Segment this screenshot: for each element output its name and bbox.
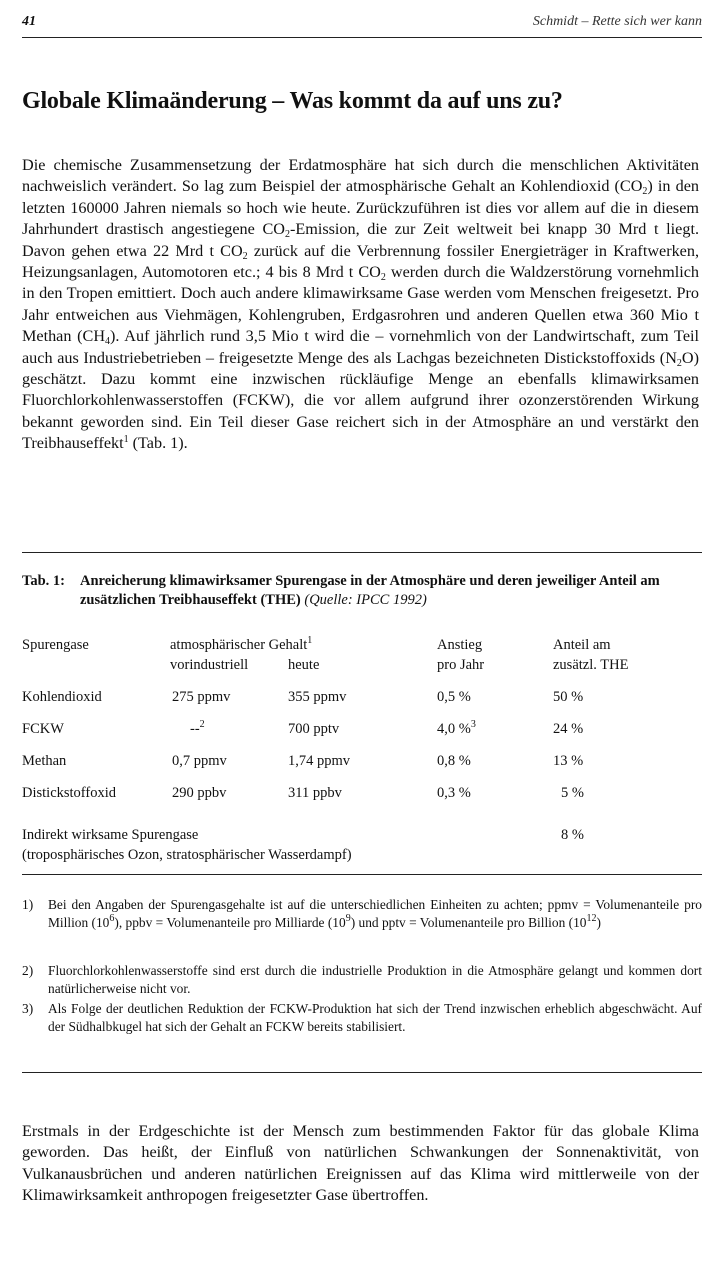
- table-number: Tab. 1:: [22, 573, 65, 589]
- table-cell-today: 1,74 ppmv: [288, 753, 351, 769]
- header-rule: [22, 37, 702, 38]
- exponent: 6: [109, 912, 115, 924]
- value: 0,8 %: [437, 753, 471, 769]
- footnote-text: [48, 896, 702, 931]
- table-cell-rise: [437, 752, 471, 770]
- table-cell-gas: FCKW: [22, 721, 64, 737]
- intro-text: (Tab. 1).: [128, 434, 188, 453]
- col-header-rise-top: Anstieg: [437, 637, 483, 653]
- col-header-gases: Spurengase: [22, 637, 89, 653]
- value: 290 ppbv: [172, 785, 227, 801]
- table-top-rule: [22, 552, 702, 553]
- footnote-text: Fluorchlorkohlenwasserstoffe sind erst durch die industrielle Produktion in die Atmosphäre gelangt und kommen dort natürlicherweise nicht vor.: [48, 963, 702, 996]
- subscript: 2: [242, 250, 248, 262]
- indirect-gases-sublabel: (troposphärisches Ozon, stratosphärischer Wasserdampf): [22, 847, 352, 863]
- subscript: 2: [284, 229, 290, 241]
- footnote-number: 1): [22, 897, 34, 912]
- footnote-part: ), ppbv = Volumenanteile pro Milliarde (10: [114, 914, 346, 930]
- footnote-marker: 2: [199, 719, 205, 730]
- page-number: 41: [22, 14, 36, 29]
- table-cell-preindustrial: [172, 688, 230, 706]
- indirect-gases-share: 8 %: [561, 827, 584, 843]
- table-cell-today: 355 ppmv: [288, 689, 347, 705]
- intro-text: O) geschätzt. Dazu kommt eine inzwischen rückläufige Menge an ebenfalls klimawirksamen Fluorchlorkohlenwasserstoffen (FCKW), die vor allem aufgrund ihrer ozonzerstörenden Wirkung bekannt geworden sind. Ein Teil dieser Gase reichert sich in der Atmosphäre an und verstärkt den Treibhauseffekt: [22, 348, 699, 453]
- col-header-rise-bottom: pro Jahr: [437, 657, 485, 673]
- value: 0,5 %: [437, 689, 471, 705]
- col-header-content-label: atmosphärischer Gehalt: [170, 637, 308, 653]
- subscript: 4: [105, 336, 111, 348]
- value: 275 ppmv: [172, 689, 231, 705]
- table-cell-rise: [437, 688, 471, 706]
- subscript: 2: [642, 186, 648, 198]
- footnote-marker: 3: [470, 719, 476, 730]
- table-cell-share: 13 %: [553, 753, 584, 769]
- table-cell-share: 50 %: [553, 689, 584, 705]
- table-cell-rise: [437, 720, 476, 738]
- closing-paragraph: Erstmals in der Erdgeschichte ist der Mensch zum bestimmenden Faktor für das globale Klima geworden. Das heißt, der Einfluß von natürlichen Schwankungen der Sonnenaktivität, von Vulkanausbrüchen und anderen natürlichen Ereignissen auf das Klima wird mittlerweile von der Klimawirksamkeit anthropogen freigesetzter Gase übertroffen.: [22, 1122, 699, 1205]
- col-header-share-top: Anteil am: [553, 637, 611, 653]
- indirect-gases-label: Indirekt wirksame Spurengase: [22, 827, 199, 843]
- table-cell-today: 311 ppbv: [288, 785, 342, 801]
- footnote-part: ) und pptv = Volumenanteile pro Billion (10: [350, 914, 587, 930]
- footnote-part: Bei den Angaben der Spurengasgehalte ist auf die unterschiedlichen Einheiten zu achten; ppmv = Volumenanteile pro Million (10: [48, 897, 702, 930]
- table-cell-share: 24 %: [553, 721, 584, 737]
- table-caption-text: [80, 572, 700, 610]
- running-title: Schmidt – Rette sich wer kann: [532, 14, 702, 29]
- table-cell-today: 700 pptv: [288, 721, 340, 737]
- footnotes-bottom-rule: [22, 1072, 702, 1073]
- table-cell-gas: Kohlendioxid: [22, 689, 102, 705]
- footnote-text: Als Folge der deutlichen Reduktion der FCKW-Produktion hat sich der Trend inzwischen erheblich abgeschwächt. Auf der Südhalbkugel hat sich der Gehalt an FCKW bereits stabilisiert.: [48, 1001, 702, 1034]
- table-cell-preindustrial: [190, 720, 205, 738]
- value: 0,3 %: [437, 785, 471, 801]
- intro-text: ) in den letzten 160000 Jahren niemals so hoch wie heute. Zurückzuführen ist dies vor allem auf die in diesem Jahrhundert drastisch angestiegene CO: [22, 177, 699, 239]
- exponent: 9: [345, 912, 351, 924]
- table-source: (Quelle: IPCC 1992): [304, 592, 427, 608]
- value: --: [190, 721, 200, 737]
- table-cell-share: 5 %: [561, 785, 584, 801]
- footnote-marker: 1: [307, 635, 313, 646]
- intro-text: zurück auf die Verbrennung fossiler Energieträger in Kraftwerken, Heizungsanlagen, Automotoren etc.; 4 bis 8 Mrd t CO: [22, 241, 699, 282]
- intro-text: ). Auf jährlich rund 3,5 Mio t wird die – vornehmlich von der Landwirtschaft, zum Teil auch aus Industriebetrieben – freigesetzte Menge des als Lachgas bezeichneten Distickstoffoxids (N: [22, 327, 699, 367]
- intro-paragraph: [22, 155, 699, 455]
- intro-text: -Emission, die zur Zeit weltweit bei knapp 30 Mrd t liegt. Davon gehen etwa 22 Mrd t CO: [22, 220, 699, 260]
- exponent: 12: [586, 912, 597, 924]
- footnote-number: 2): [22, 963, 34, 978]
- footnote-marker: 1: [123, 434, 129, 446]
- col-header-content: [170, 636, 312, 654]
- table-cell-preindustrial: [172, 752, 227, 770]
- value: 0,7 ppmv: [172, 753, 227, 769]
- section-heading: Globale Klimaänderung – Was kommt da auf uns zu?: [22, 88, 563, 114]
- col-header-share-bottom: zusätzl. THE: [553, 657, 629, 673]
- intro-text: werden durch die Waldzerstörung vornehmlich in den Tropen emittiert. Doch auch andere klimawirksame Gase werden vom Menschen freigesetzt. Pro Jahr entweichen aus Viehmägen, Kohlengruben, Erdgasrohren und anderen Quellen etwa 360 Mio t Methan (CH: [22, 263, 700, 346]
- table-cell-rise: [437, 784, 471, 802]
- subscript: 2: [380, 272, 386, 284]
- running-header: [22, 12, 702, 32]
- subscript: 2: [676, 357, 682, 369]
- table-bottom-rule: [22, 874, 702, 875]
- footnote-part: ): [596, 914, 601, 930]
- table-title: Anreicherung klimawirksamer Spurengase in der Atmosphäre und deren jeweiliger Anteil am zusätzlichen Treibhauseffekt (THE): [80, 573, 660, 608]
- footnote-number: 3): [22, 1001, 34, 1016]
- col-header-preindustrial: vorindustriell: [170, 657, 249, 673]
- value: 4,0 %: [437, 721, 471, 737]
- intro-text: Die chemische Zusammensetzung der Erdatmosphäre hat sich durch die menschlichen Aktivitäten nachweislich verändert. So lag zum Beispiel der atmosphärische Gehalt an Kohlendioxid (CO: [22, 156, 699, 196]
- table-cell-gas: Distickstoffoxid: [22, 785, 116, 801]
- table-cell-gas: Methan: [22, 753, 67, 769]
- col-header-today: heute: [288, 657, 320, 673]
- table-cell-preindustrial: [172, 784, 226, 802]
